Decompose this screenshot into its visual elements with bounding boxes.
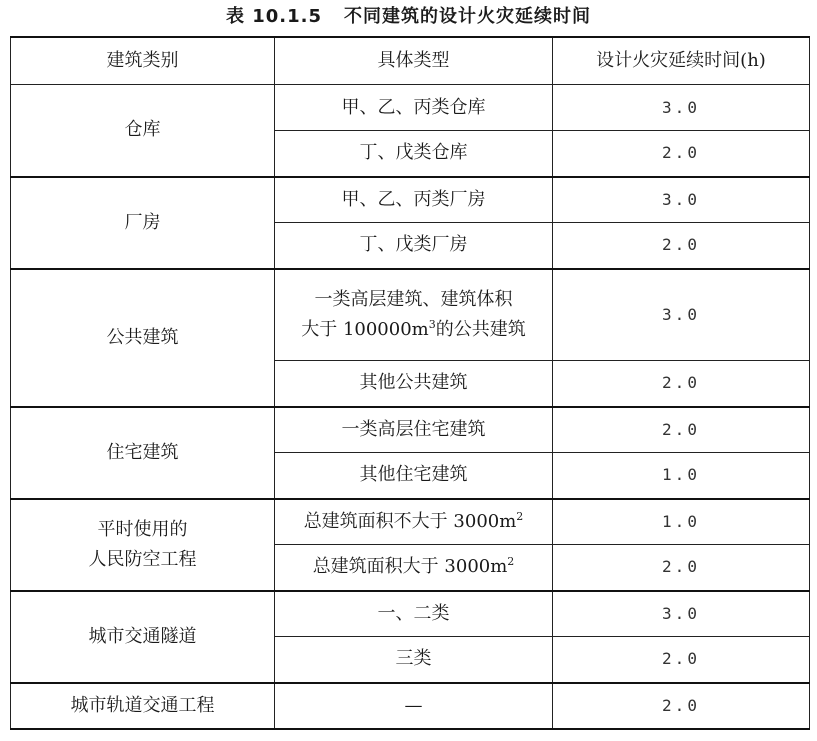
header-type: 具体类型 (275, 37, 553, 85)
type-cell: 一类高层住宅建筑 (275, 407, 553, 453)
type-line: 一类高层建筑、建筑体积 (314, 288, 513, 310)
duration-cell: 3.0 (553, 269, 810, 361)
header-row (11, 37, 810, 85)
type-cell: 其他公共建筑 (275, 361, 553, 407)
duration-cell: 2.0 (553, 637, 810, 683)
duration-cell: 2.0 (553, 223, 810, 269)
type-cell: — (275, 683, 553, 729)
duration-cell: 3.0 (553, 177, 810, 223)
duration-cell: 2.0 (553, 407, 810, 453)
category-line: 人民防空工程 (88, 548, 197, 570)
type-cell: 总建筑面积大于 $3000m^2$ (275, 545, 553, 591)
fire-duration-table (10, 36, 810, 730)
table-row (11, 269, 810, 361)
table-number: 表 10.1.5 (225, 6, 323, 27)
table-row (11, 407, 810, 453)
header-category: 建筑类别 (11, 37, 275, 85)
type-cell: 总建筑面积不大于 $3000m^2$ (275, 499, 553, 545)
type-cell: 甲、乙、丙类仓库 (275, 85, 553, 131)
table-row (11, 85, 810, 131)
table-caption: 不同建筑的设计火灾延续时间 (344, 6, 592, 27)
type-cell: 三类 (275, 637, 553, 683)
duration-cell: 3.0 (553, 85, 810, 131)
category-cell: 仓库 (11, 85, 275, 177)
table-row (11, 591, 810, 637)
type-cell (275, 269, 553, 361)
header-duration: 设计火灾延续时间(h) (553, 37, 810, 85)
category-cell: 公共建筑 (11, 269, 275, 407)
type-line: 大于 $100000m^3$的公共建筑 (301, 317, 526, 340)
type-cell: 其他住宅建筑 (275, 453, 553, 499)
type-cell: 丁、戊类厂房 (275, 223, 553, 269)
duration-cell: 1.0 (553, 453, 810, 499)
type-cell: 一、二类 (275, 591, 553, 637)
duration-cell: 2.0 (553, 131, 810, 177)
table-row (11, 683, 810, 729)
duration-cell: 2.0 (553, 683, 810, 729)
category-line: 平时使用的 (97, 518, 188, 540)
category-cell: 城市交通隧道 (11, 591, 275, 683)
table-row (11, 499, 810, 545)
duration-cell: 1.0 (553, 499, 810, 545)
table-title (0, 4, 817, 30)
type-cell: 丁、戊类仓库 (275, 131, 553, 177)
category-cell: 城市轨道交通工程 (11, 683, 275, 729)
duration-cell: 3.0 (553, 591, 810, 637)
category-cell: 住宅建筑 (11, 407, 275, 499)
category-cell: 厂房 (11, 177, 275, 269)
category-cell (11, 499, 275, 591)
duration-cell: 2.0 (553, 545, 810, 591)
type-cell: 甲、乙、丙类厂房 (275, 177, 553, 223)
table-row (11, 177, 810, 223)
duration-cell: 2.0 (553, 361, 810, 407)
